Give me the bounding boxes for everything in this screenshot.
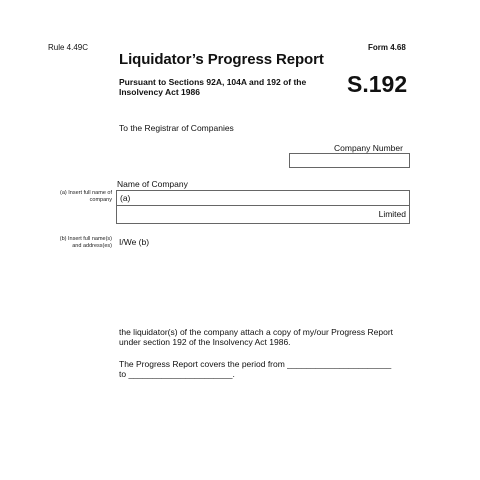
period-statement	[119, 359, 391, 379]
company-name-prefix: (a)	[120, 193, 131, 203]
margin-note-b-line-2: and address(es)	[72, 243, 112, 249]
period-line-2: to ______________________.	[119, 369, 235, 379]
page-title: Liquidator’s Progress Report	[119, 51, 324, 68]
company-name-label: Name of Company	[117, 179, 188, 189]
period-line-1: The Progress Report covers the period from ______________________	[119, 359, 392, 369]
company-name-suffix: Limited	[378, 209, 406, 219]
margin-note-a	[30, 190, 112, 204]
pursuant-line-2: Insolvency Act 1986	[119, 87, 200, 97]
pursuant-line-1: Pursuant to Sections 92A, 104A and 192 of the	[119, 77, 307, 87]
addressee: To the Registrar of Companies	[119, 123, 234, 133]
company-number-label: Company Number	[334, 143, 403, 153]
margin-note-a-line-1: (a) Insert full name of	[60, 190, 112, 196]
pursuant-statement	[119, 77, 306, 97]
attachment-statement	[119, 327, 393, 347]
attachment-line-2: under section 192 of the Insolvency Act 1986.	[119, 337, 291, 347]
company-number-field[interactable]	[289, 153, 410, 168]
liquidators-label: I/We (b)	[119, 237, 150, 247]
margin-note-a-line-2: company	[89, 197, 112, 203]
margin-note-b	[30, 236, 112, 250]
attachment-line-1: the liquidator(s) of the company attach a copy of my/our Progress Report	[119, 327, 394, 337]
rule-reference: Rule 4.49C	[48, 43, 89, 52]
company-name-divider	[117, 205, 409, 206]
form-number: Form 4.68	[368, 43, 406, 52]
margin-note-b-line-1: (b) Insert full name(s)	[59, 236, 112, 242]
section-code: S.192	[347, 71, 408, 97]
company-name-field[interactable]	[116, 190, 410, 224]
